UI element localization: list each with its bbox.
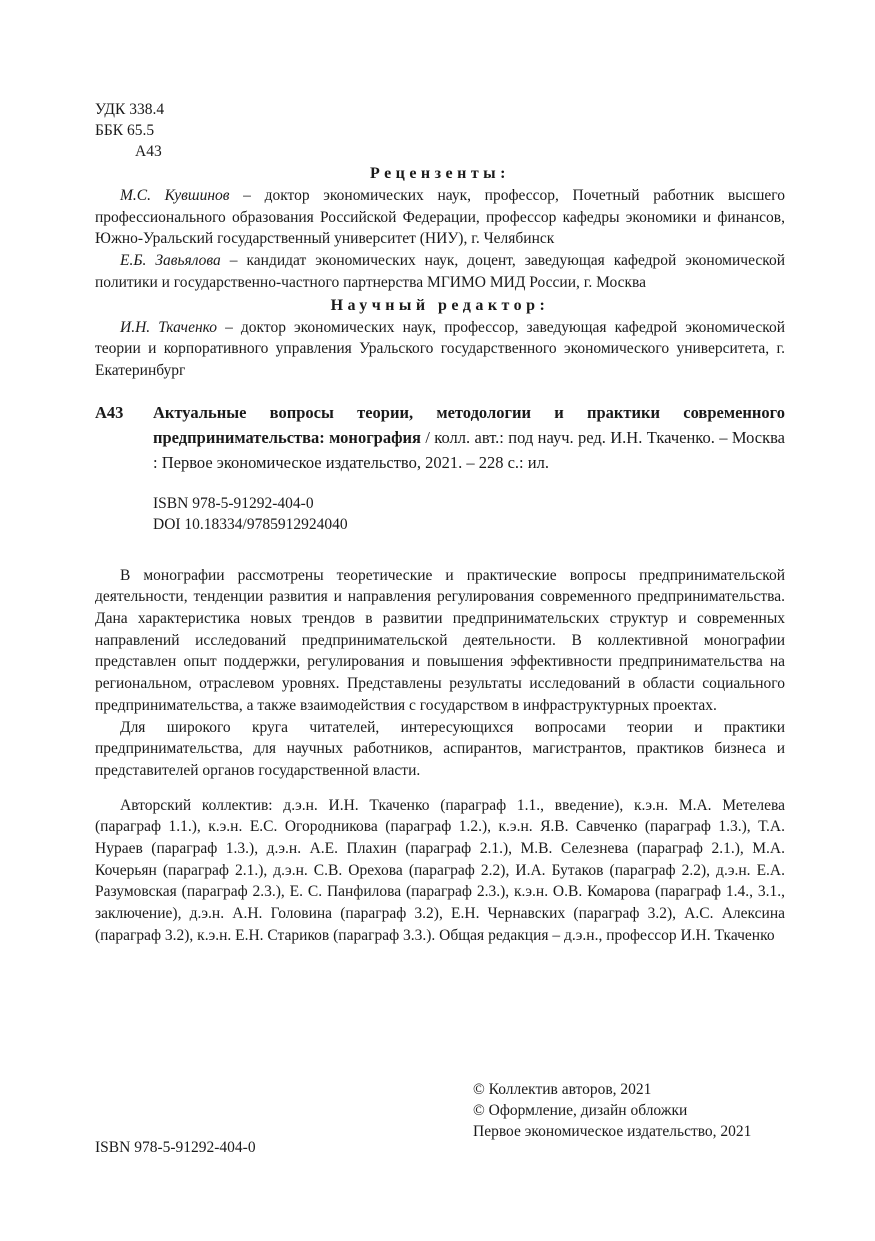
editor-heading: Научный редактор: bbox=[330, 296, 550, 314]
bbk-code: ББК 65.5 bbox=[95, 122, 155, 139]
reviewer-name: Е.Б. Завьялова bbox=[120, 252, 221, 270]
author-mark: А43 bbox=[135, 143, 162, 160]
doi: DOI 10.18334/9785912924040 bbox=[153, 515, 348, 533]
editor-item bbox=[95, 317, 785, 382]
reviewer-name: М.С. Кувшинов bbox=[120, 187, 230, 204]
classification-codes bbox=[95, 99, 785, 162]
annotation-paragraph: Для широкого круга читателей, интересующихся вопросами теории и практики предпринимательства, для научных работников, аспирантов, магистрантов, практиков бизнеса и представителей органов государственной власти. bbox=[95, 718, 785, 779]
annotation-paragraph: В монографии рассмотрены теоретические и практические вопросы предпринимательской деятельности, тенденции развития и направления регулирования современного предпринимательства. Дана характеристика новых трендов в развитии предпринимательских структур и современных направлений исследований предпринимательской деятельности. В коллективной монографии представлен опыт поддержки, регулирования и повышения эффективности предпринимательства на региональном, отраслевом уровнях. Представлены результаты исследований в области социального предпринимательства, а также взаимодействия с государством в инфраструктурных проектах. bbox=[95, 566, 785, 714]
authors-paragraph: Авторский коллектив: д.э.н. И.Н. Ткаченко (параграф 1.1., введение), к.э.н. М.А. Метелева (параграф 1.1.), к.э.н. Е.С. Огородникова (параграф 1.2.), к.э.н. Я.В. Савченко (параграф 1.3.), Т.А. Нураев (параграф 1.3.), д.э.н. А.Е. Плахин (параграф 2.1.), М.В. Селезнева (параграф 2.1.), М.А. Кочерьян (параграф 2.1.), д.э.н. С.В. Орехова (параграф 2.2), И.А. Бутаков (параграф 2.2), д.э.н. Е.А. Разумовская (параграф 2.3.), Е. С. Панфилова (параграф 2.3.), к.э.н. О.В. Комарова (параграф 1.4., 3.1., заключение), д.э.н. А.Н. Головина (параграф 3.2), Е.Н. Чернавских (параграф 3.2), А.С. Алексина (параграф 3.2), к.э.н. Е.Н. Стариков (параграф 3.3.). Общая редакция – д.э.н., профессор И.Н. Ткаченко bbox=[95, 796, 785, 944]
publication-info: / колл. авт.: под науч. ред. И.Н. Ткаченко. – Москва : Первое экономическое издательство, 2021. – 228 с.: ил. bbox=[153, 427, 785, 472]
copyright-line: © Оформление, дизайн обложки bbox=[473, 1102, 688, 1119]
reviewer-item bbox=[95, 250, 785, 293]
authors-collective bbox=[95, 795, 785, 947]
reviewer-description: – доктор экономических наук, профессор, Почетный работник высшего профессионального образования Российской Федерации, профессор кафедры экономики и финансов, Южно-Уральский государственный университет (НИУ), г. Челябинск bbox=[95, 187, 785, 248]
identifiers bbox=[153, 493, 785, 535]
isbn: ISBN 978-5-91292-404-0 bbox=[153, 494, 314, 512]
title-verso-page bbox=[95, 99, 785, 947]
catalog-entry bbox=[95, 400, 785, 475]
editor-name: И.Н. Ткаченко bbox=[120, 318, 218, 336]
annotation bbox=[95, 565, 785, 782]
reviewers-heading: Рецензенты: bbox=[370, 165, 510, 182]
reviewer-item bbox=[95, 185, 785, 250]
reviewers-list bbox=[95, 185, 785, 294]
copyright-block bbox=[473, 1079, 751, 1142]
catalog-description bbox=[153, 400, 785, 475]
copyright-line: © Коллектив авторов, 2021 bbox=[473, 1081, 652, 1098]
editor-description: – доктор экономических наук, профессор, заведующая кафедрой экономической теории и корпоративного управления Уральского государственного экономического университета, г. Екатеринбург bbox=[95, 318, 785, 379]
reviewer-description: – кандидат экономических наук, доцент, заведующая кафедрой экономической политики и государственно-частного партнерства МГИМО МИД России, г. Москва bbox=[95, 252, 786, 291]
copyright-line: Первое экономическое издательство, 2021 bbox=[473, 1123, 752, 1140]
isbn-bottom: ISBN 978-5-91292-404-0 bbox=[95, 1139, 256, 1156]
udk-code: УДК 338.4 bbox=[95, 101, 165, 118]
book-title: Актуальные вопросы теории, методологии и практики современного предпринимательства: монография bbox=[153, 402, 785, 447]
catalog-code: А43 bbox=[95, 402, 124, 422]
